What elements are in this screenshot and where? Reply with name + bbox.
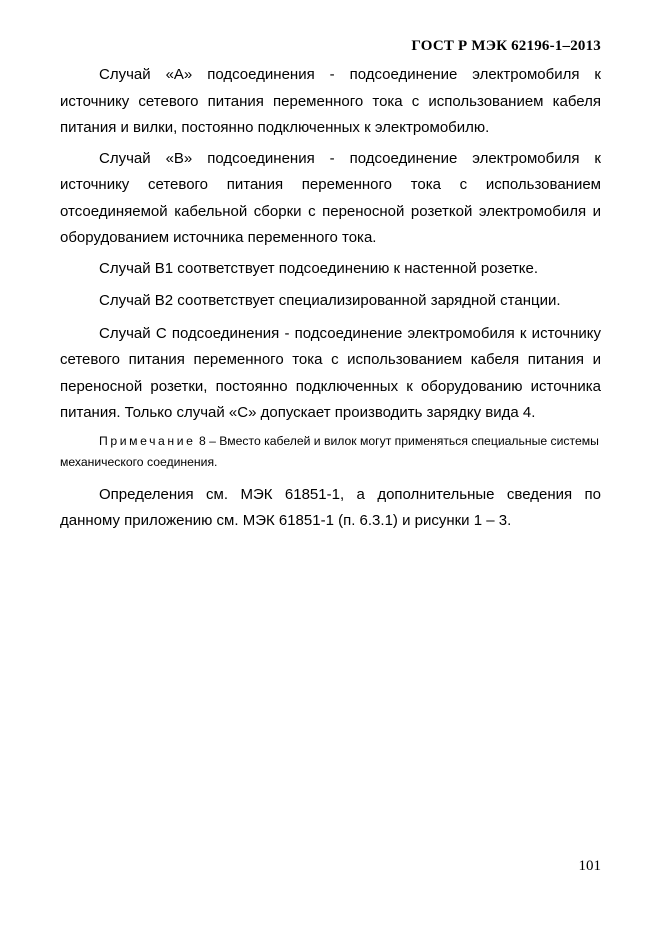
paragraph-case-b: Случай «В» подсоединения - подсоединение электромобиля к источнику сетевого питания переменного тока с использованием отсоединяемой кабельной сборки с переносной розеткой электромобиля и оборудованием источника переменного тока.: [60, 149, 601, 246]
paragraph-case-b2: Случай В2 соответствует специализированной зарядной станции.: [99, 292, 561, 309]
paragraph-case-a: Случай «А» подсоединения - подсоединение электромобиля к источнику сетевого питания переменного тока с использованием кабеля питания и вилки, постоянно подключенных к электромобилю.: [60, 66, 601, 136]
note-label: Примечание: [99, 433, 196, 448]
paragraph-definitions: Определения см. МЭК 61851-1, а дополнительные сведения по данному приложению см. МЭК 61851-1 (п. 6.3.1) и рисунки 1 – 3.: [60, 485, 601, 529]
paragraph-case-b1: Случай В1 соответствует подсоединению к настенной розетке.: [99, 259, 539, 277]
note-text: 8 – Вместо кабелей и вилок могут применяться специальные системы механического соединения.: [60, 433, 599, 469]
note: [60, 431, 601, 474]
standard-header: ГОСТ Р МЭК 62196-1–2013: [411, 38, 601, 54]
body-text: [60, 62, 601, 539]
page-number: 101: [578, 858, 601, 874]
paragraph-case-c: Случай С подсоединения - подсоединение электромобиля к источнику сетевого питания переменного тока с использованием кабеля питания и переносной розетки, постоянно подключенных к оборудованию источника питания. Только случай «С» допускает производить зарядку вида 4.: [60, 324, 601, 421]
